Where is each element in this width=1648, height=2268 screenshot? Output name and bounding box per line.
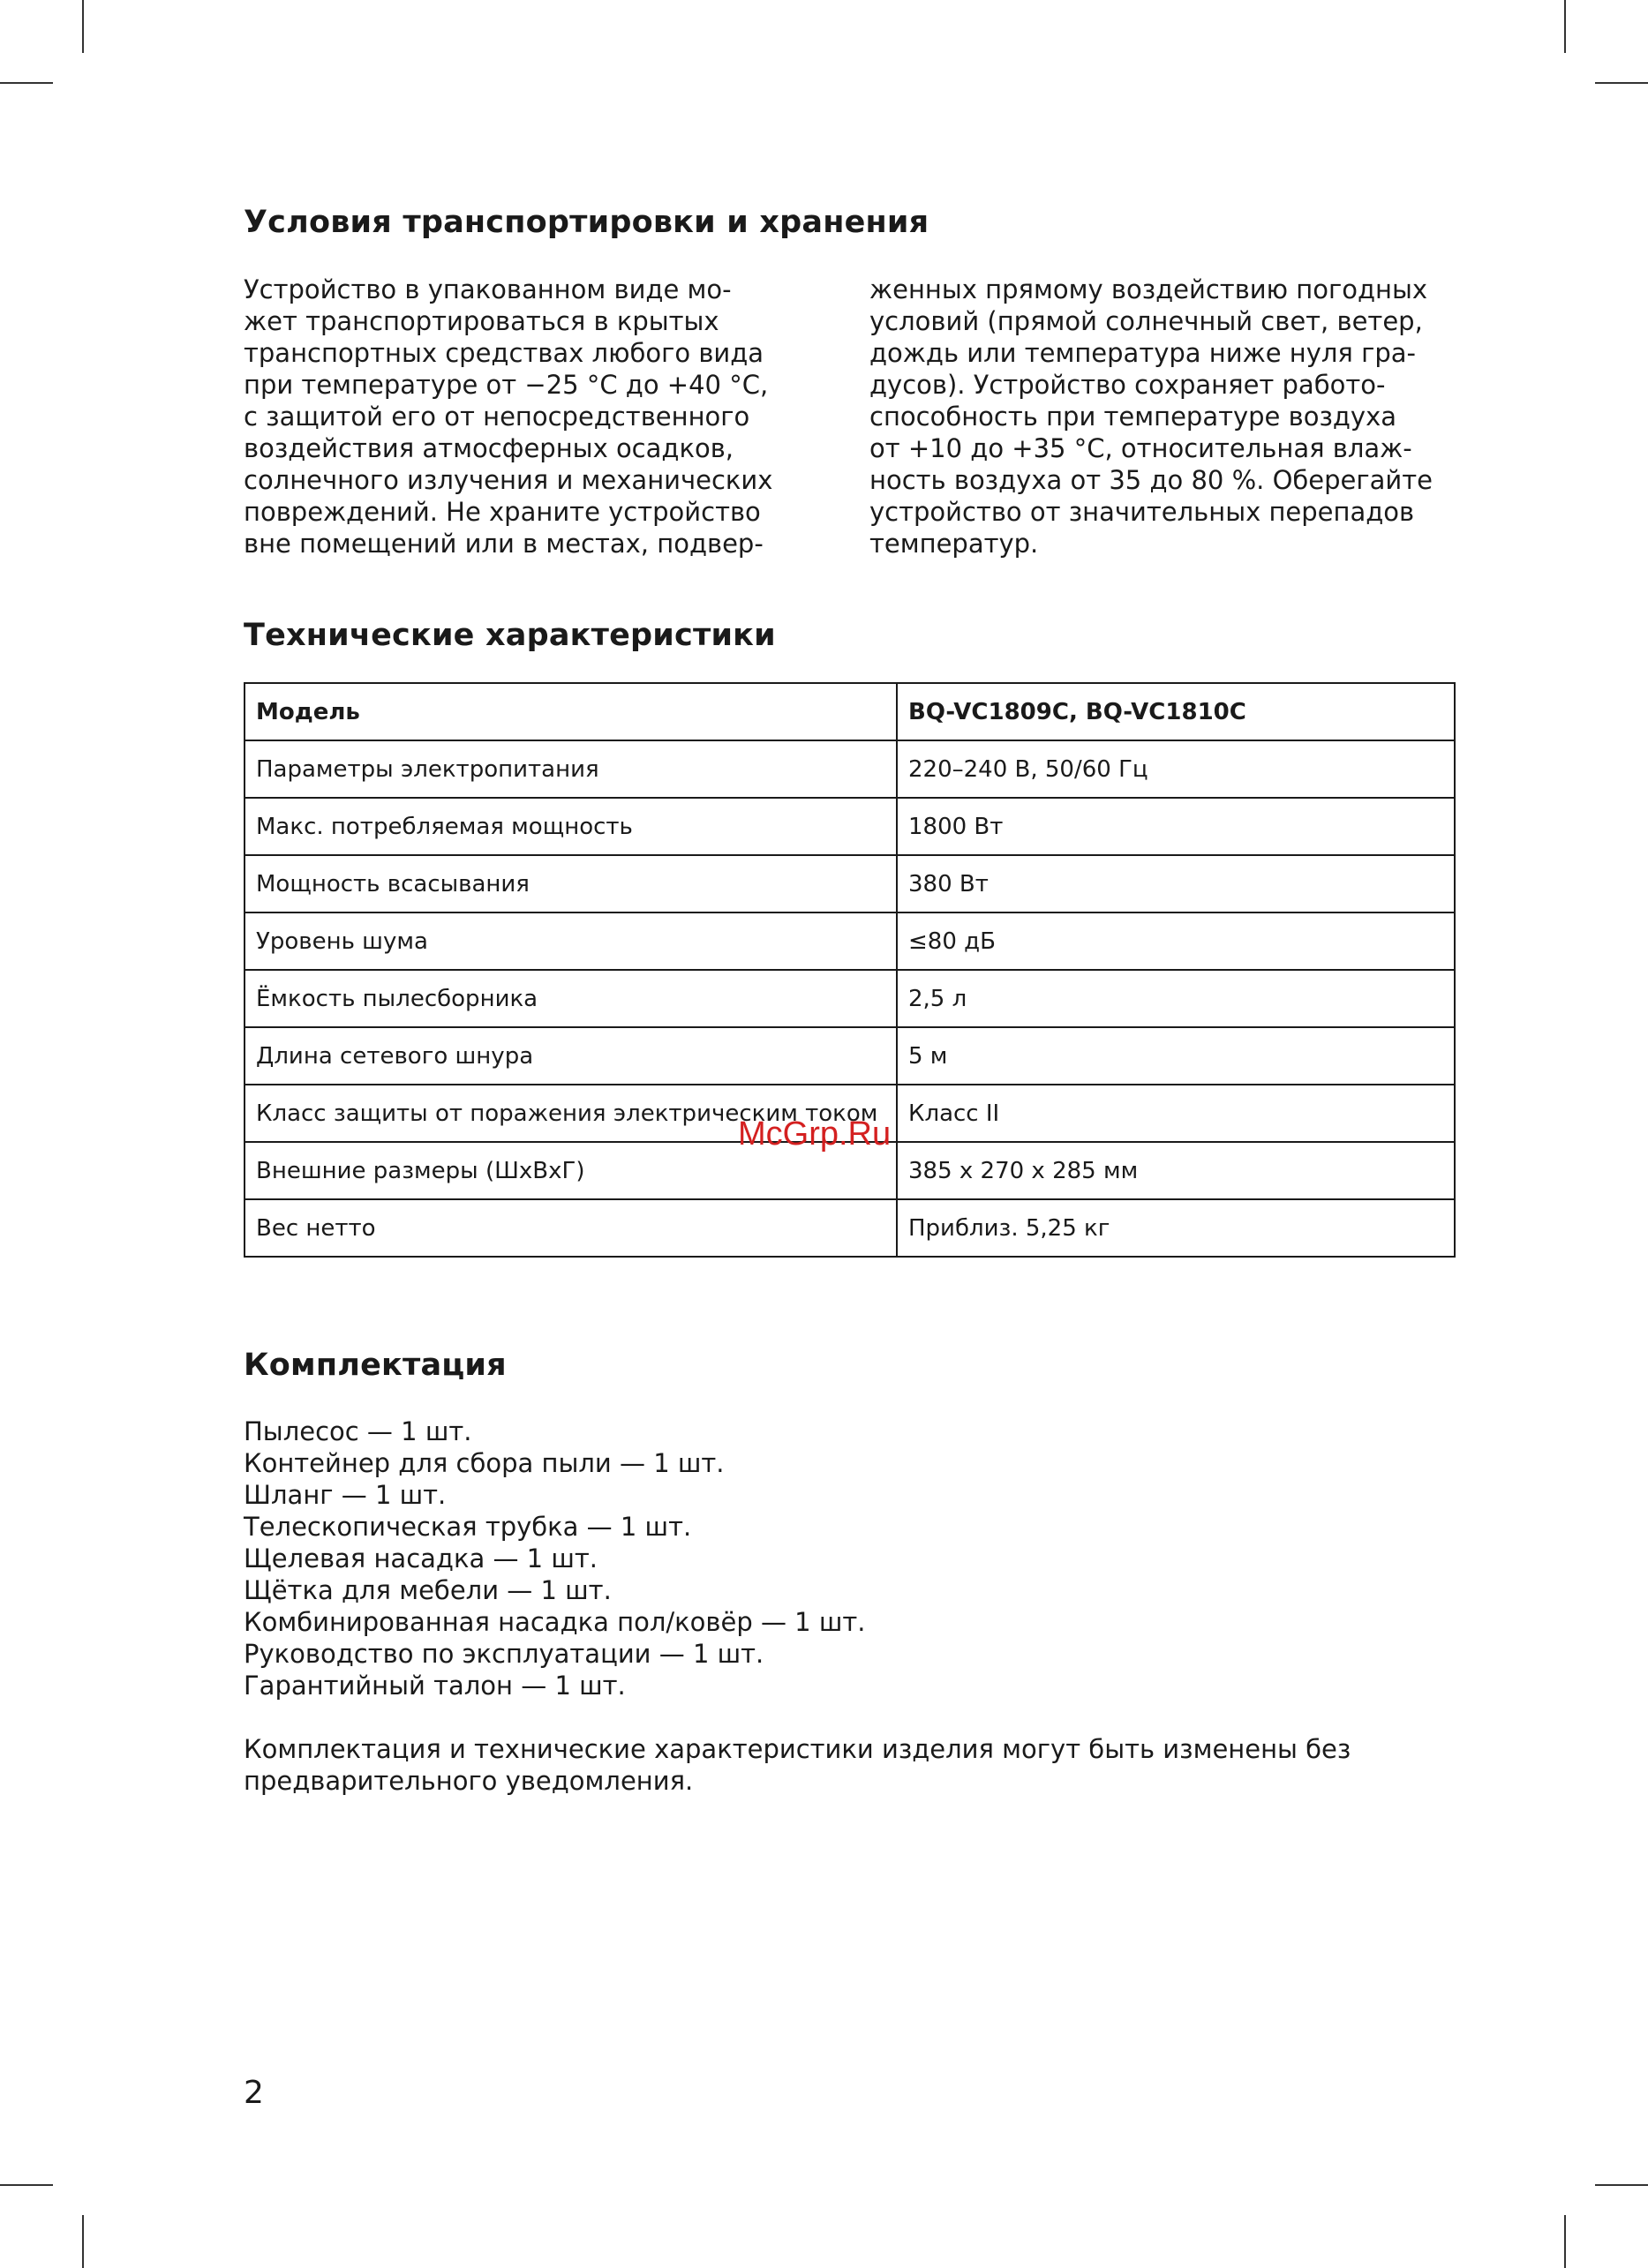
crop-mark [1564,2215,1566,2268]
crop-mark [0,82,53,84]
spec-value: 5 м [897,1027,1455,1085]
spec-label: Ёмкость пылесборника [245,970,897,1027]
table-row [245,798,1455,855]
spec-label: Внешние размеры (ШxВxГ) [245,1142,897,1199]
crop-mark [1564,0,1566,53]
table-row [245,1199,1455,1257]
page-number: 2 [244,2075,264,2111]
watermark: McGrp.Ru [738,1115,892,1153]
spec-value: Класс II [897,1085,1455,1142]
specs-heading: Технические характеристики [244,618,776,653]
kit-note: Комплектация и технические характеристики изделия могут быть изменены без предварительного уведомления. [244,1734,1351,1796]
spec-label: Класс защиты от поражения электрическим током [245,1085,897,1142]
spec-value: 380 Вт [897,855,1455,912]
spec-value: 1800 Вт [897,798,1455,855]
table-row [245,912,1455,970]
spec-label: Мощность всасывания [245,855,897,912]
spec-value: 385 x 270 x 285 мм [897,1142,1455,1199]
crop-mark [0,2184,53,2186]
table-row [245,970,1455,1027]
list-item: Гарантийный талон — 1 шт. [244,1671,626,1701]
transport-heading: Условия транспортировки и хранения [244,205,929,240]
spec-value: 2,5 л [897,970,1455,1027]
table-row [245,683,1455,740]
crop-mark [82,2215,84,2268]
transport-text-column-2: женных прямому воздействию погодных условий (прямой солнечный свет, ветер, дождь или температура ниже нуля гра- дусов). Устройство сохраняет работо- способность при температуре воздуха от +10 до +35 °C, относительная влаж- ность воздуха от 35 до 80 %. Оберегайте устройство от значительных перепадов температур. [869,274,1433,559]
kit-list [244,1416,865,1701]
spec-value: 220–240 В, 50/60 Гц [897,740,1455,798]
spec-label: Параметры электропитания [245,740,897,798]
list-item: Шланг — 1 шт. [244,1480,447,1510]
spec-label: Уровень шума [245,912,897,970]
spec-label: Длина сетевого шнура [245,1027,897,1085]
crop-mark [1595,82,1648,84]
list-item: Пылесос — 1 шт. [244,1416,472,1446]
table-row [245,1027,1455,1085]
list-item: Щелевая насадка — 1 шт. [244,1543,598,1573]
spec-label: Вес нетто [245,1199,897,1257]
list-item: Щётка для мебели — 1 шт. [244,1575,612,1605]
spec-label: Модель [245,683,897,740]
table-row [245,740,1455,798]
spec-value: Приблиз. 5,25 кг [897,1199,1455,1257]
crop-mark [1595,2184,1648,2186]
list-item: Комбинированная насадка пол/ковёр — 1 шт. [244,1607,866,1637]
spec-value: BQ-VC1809C, BQ-VC1810C [897,683,1455,740]
transport-text-column-1: Устройство в упакованном виде мо- жет транспортироваться в крытых транспортных средствах любого вида при температуре от −25 °C до +40 °C, с защитой его от непосредственного воздействия атмосферных осадков, солнечного излучения и механических повреждений. Не храните устройство вне помещений или в местах, подвер- [244,274,773,559]
list-item: Контейнер для сбора пыли — 1 шт. [244,1448,725,1478]
crop-mark [82,0,84,53]
spec-label: Макс. потребляемая мощность [245,798,897,855]
table-row [245,855,1455,912]
specs-table [244,682,1456,1258]
list-item: Руководство по эксплуатации — 1 шт. [244,1639,764,1669]
spec-value: ≤80 дБ [897,912,1455,970]
list-item: Телескопическая трубка — 1 шт. [244,1512,692,1542]
kit-heading: Комплектация [244,1348,507,1383]
